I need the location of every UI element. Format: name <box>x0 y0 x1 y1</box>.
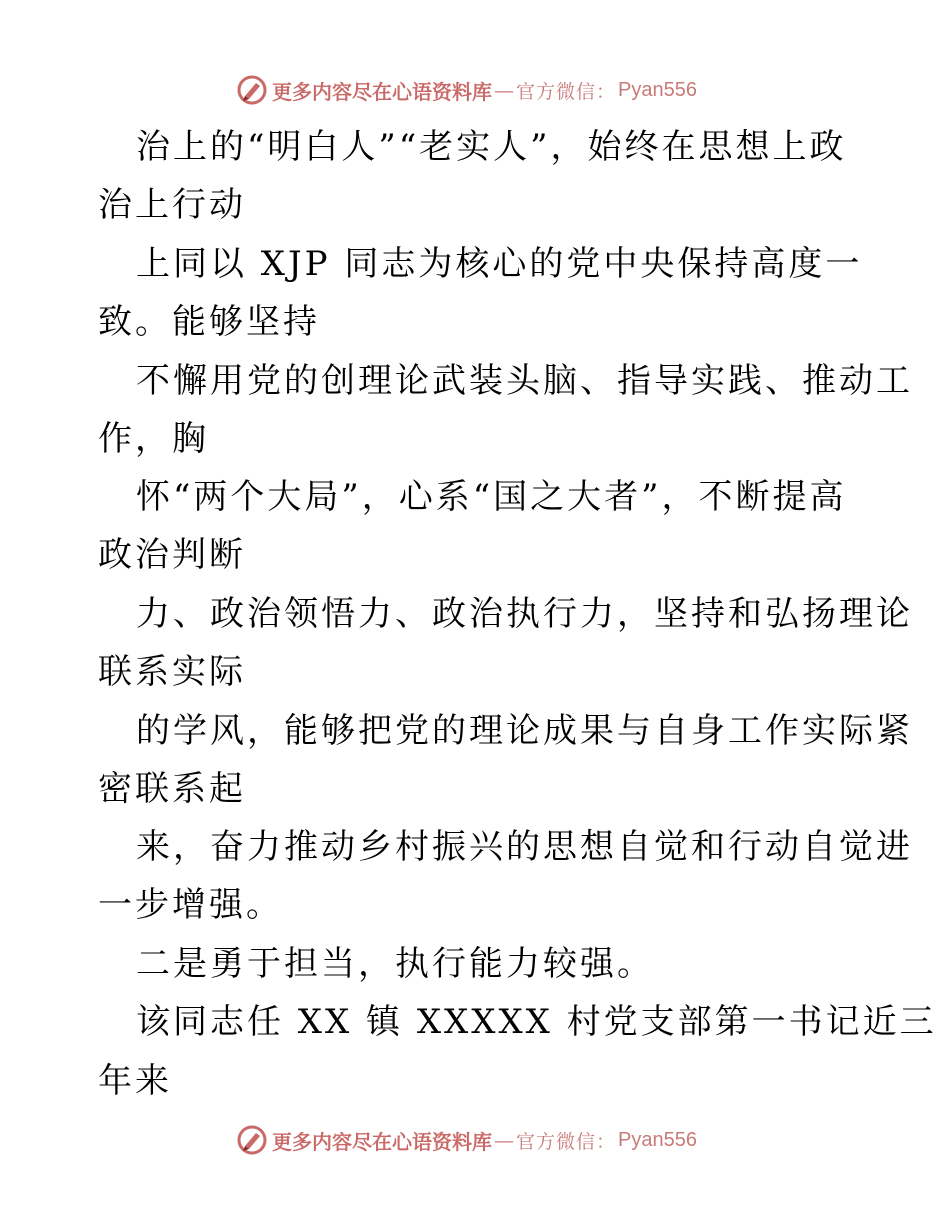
text-line: 上同以 XJP 同志为核心的党中央保持高度一 <box>136 244 863 284</box>
watermark-sub-text: 官方微信： <box>516 1130 617 1153</box>
text-line: 致。能够坚持 <box>98 302 320 342</box>
watermark-main-text: 更多内容尽在心语资料库 <box>272 1129 492 1154</box>
text-line: 力、政治领悟力、政治执行力，坚持和弘扬理论 <box>136 594 913 634</box>
pen-logo-icon <box>236 1124 268 1156</box>
watermark-sub-text: 官方微信： <box>516 80 617 103</box>
watermark-wechat-id: Pyan556 <box>618 1128 697 1151</box>
text-line: 治上的“明白人”“老实人”，始终在思想上政 <box>136 127 847 167</box>
pen-logo-icon <box>236 74 268 106</box>
text-line: 年来 <box>98 1061 172 1101</box>
text-line: 一步增强。 <box>98 885 283 925</box>
text-line: 作，胸 <box>98 419 209 459</box>
text-line: 来，奋力推动乡村振兴的思想自觉和行动自觉进 <box>136 827 913 867</box>
text-line: 的学风，能够把党的理论成果与自身工作实际紧 <box>136 711 913 751</box>
watermark-wechat-id: Pyan556 <box>618 78 697 101</box>
text-line: 怀“两个大局”，心系“国之大者”，不断提高 <box>136 477 847 517</box>
footer-watermark <box>236 1123 697 1157</box>
watermark-dash: — <box>494 1128 514 1152</box>
text-line: 治上行动 <box>98 185 246 225</box>
watermark-dash: — <box>494 78 514 102</box>
watermark-main-text: 更多内容尽在心语资料库 <box>272 79 492 104</box>
text-line: 密联系起 <box>98 769 246 809</box>
text-line: 二是勇于担当，执行能力较强。 <box>136 944 654 984</box>
text-line: 政治判断 <box>98 535 246 575</box>
header-watermark <box>236 73 697 107</box>
text-line: 联系实际 <box>98 652 246 692</box>
text-line: 不懈用党的创理论武装头脑、指导实践、推动工 <box>136 361 913 401</box>
text-line: 该同志任 XX 镇 XXXXX 村党支部第一书记近三 <box>136 1002 937 1042</box>
